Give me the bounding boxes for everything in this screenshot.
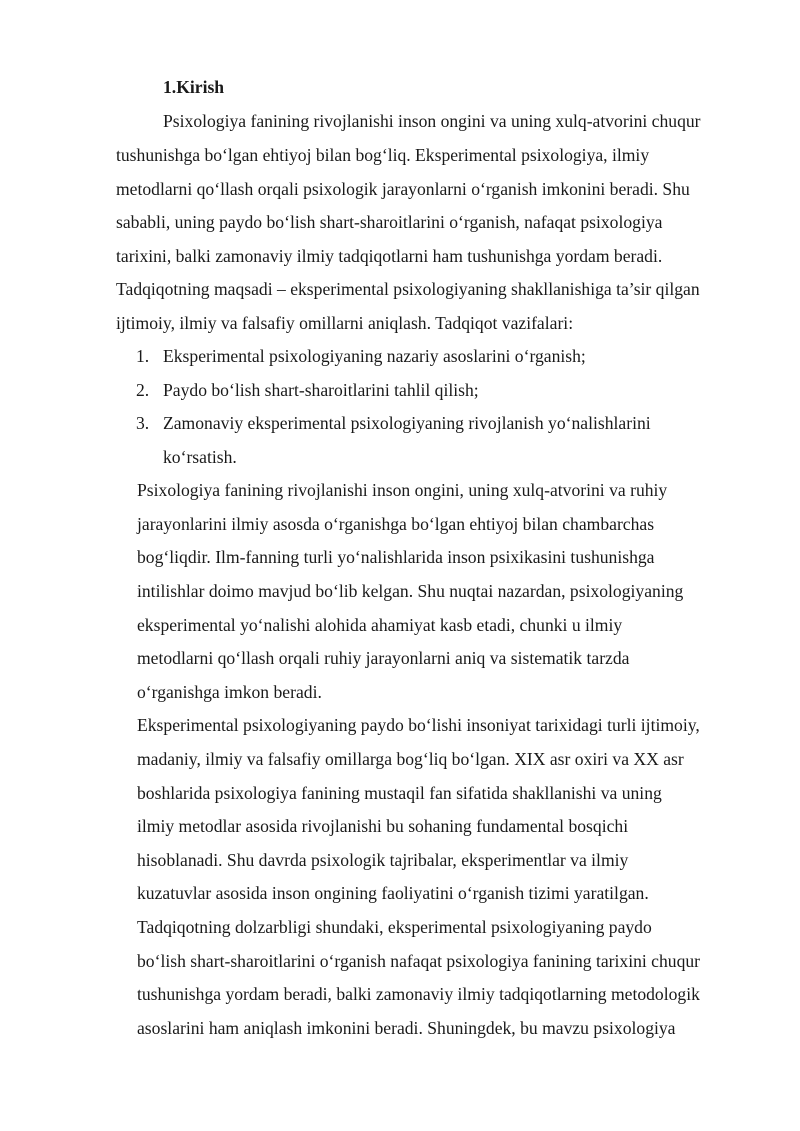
paragraph-line: Eksperimental psixologiyaning paydo bo‘lishi insoniyat tarixidagi turli ijtimoiy, — [137, 715, 700, 735]
paragraph-line: Tadqiqotning dolzarbligi shundaki, eksperimental psixologiyaning paydo — [137, 917, 652, 937]
paragraph-line: boshlarida psixologiya fanining mustaqil fan sifatida shakllanishi va uning — [137, 783, 662, 803]
paragraph-line: Psixologiya fanining rivojlanishi inson ongini va uning xulq-atvorini chuqur — [163, 111, 701, 131]
paragraph-line: hisoblanadi. Shu davrda psixologik tajribalar, eksperimentlar va ilmiy — [137, 850, 629, 870]
paragraph-line: kuzatuvlar asosida inson ongining faoliyatini o‘rganish tizimi yaratilgan. — [137, 883, 649, 903]
paragraph-line: metodlarni qo‘llash orqali psixologik jarayonlarni o‘rganish imkonini beradi. Shu — [116, 179, 690, 199]
paragraph-line: o‘rganishga imkon beradi. — [137, 682, 322, 702]
list-item-text: Eksperimental psixologiyaning nazariy asoslarini o‘rganish; — [163, 346, 586, 366]
paragraph-line: tushunishga bo‘lgan ehtiyoj bilan bog‘liq. Eksperimental psixologiya, ilmiy — [116, 145, 650, 165]
list-item-text: Paydo bo‘lish shart-sharoitlarini tahlil qilish; — [163, 380, 479, 400]
list-item-text: ko‘rsatish. — [163, 447, 237, 467]
paragraph-line: ilmiy metodlar asosida rivojlanishi bu sohaning fundamental bosqichi — [137, 816, 629, 836]
paragraph-line: bo‘lish shart-sharoitlarini o‘rganish nafaqat psixologiya fanining tarixini chuqur — [137, 951, 701, 971]
paragraph-line: sababli, uning paydo bo‘lish shart-sharoitlarini o‘rganish, nafaqat psixologiya — [116, 212, 663, 232]
paragraph-line: asoslarini ham aniqlash imkonini beradi. Shuningdek, bu mavzu psixologiya — [137, 1018, 676, 1038]
paragraph-line: metodlarni qo‘llash orqali ruhiy jarayonlarni aniq va sistematik tarzda — [137, 648, 630, 668]
paragraph-line: eksperimental yo‘nalishi alohida ahamiyat kasb etadi, chunki u ilmiy — [137, 615, 623, 635]
paragraph-line: tarixini, balki zamonaviy ilmiy tadqiqotlarni ham tushunishga yordam beradi. — [116, 246, 663, 266]
list-number: 1. — [136, 346, 150, 366]
list-number: 2. — [136, 380, 150, 400]
paragraph-line: tushunishga yordam beradi, balki zamonaviy ilmiy tadqiqotlarning metodologik — [137, 984, 700, 1004]
paragraph-line: Psixologiya fanining rivojlanishi inson ongini, uning xulq-atvorini va ruhiy — [137, 480, 668, 500]
paragraph-line: intilishlar doimo mavjud bo‘lib kelgan. Shu nuqtai nazardan, psixologiyaning — [137, 581, 684, 601]
paragraph-line: Tadqiqotning maqsadi – eksperimental psixologiyaning shakllanishiga ta’sir qilgan — [116, 279, 700, 299]
paragraph-line: jarayonlarini ilmiy asosda o‘rganishga bo‘lgan ehtiyoj bilan chambarchas — [137, 514, 655, 534]
list-number: 3. — [136, 413, 150, 433]
list-item-text: Zamonaviy eksperimental psixologiyaning rivojlanish yo‘nalishlarini — [163, 413, 651, 433]
paragraph-line: bog‘liqdir. Ilm-fanning turli yo‘nalishlarida inson psixikasini tushunishga — [137, 547, 655, 567]
paragraph-line: ijtimoiy, ilmiy va falsafiy omillarni aniqlash. Tadqiqot vazifalari: — [116, 313, 574, 333]
paragraph-line: madaniy, ilmiy va falsafiy omillarga bog‘liq bo‘lgan. XIX asr oxiri va XX asr — [137, 749, 684, 769]
section-heading: 1.Kirish — [163, 77, 225, 97]
